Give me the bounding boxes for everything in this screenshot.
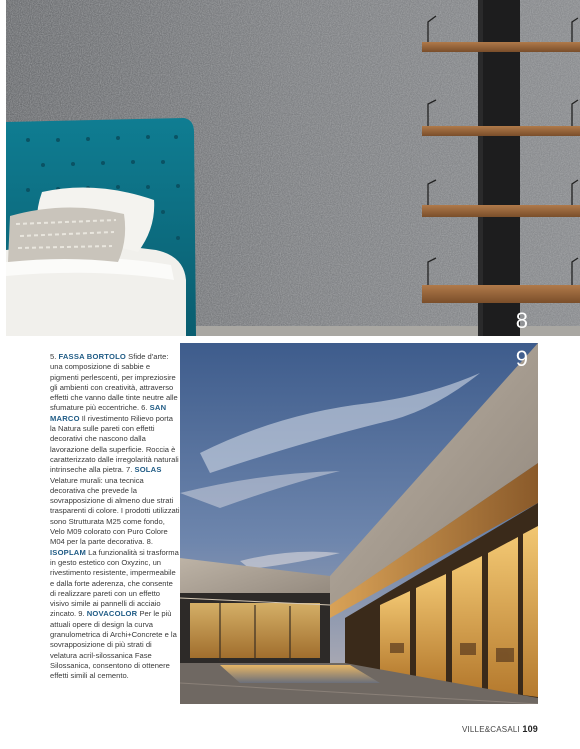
concrete-house-photo — [180, 343, 538, 704]
item-description: Per le più attuali opere di design la curva granulometrica di Archi+Concrete e la sovrapposizione di più strati di velatura acril-silossanica Fase Silossanica, consentono di ottenere effetti simili al cemento. — [50, 609, 177, 681]
bedroom-wall-photo — [6, 0, 580, 336]
brand-name: SAN MARCO — [50, 403, 167, 423]
article-paragraph — [50, 352, 180, 682]
item-description: Il rivestimento Rilievo porta la Natura sulle pareti con effetti decorativi che nascono dalla lavorazione della superficie. Roccia è caratterizzato dalle irregolarità naturali intrinseche alla pietra. — [50, 413, 179, 475]
photo-number-8: 8 — [515, 308, 528, 333]
item-number: 5. — [50, 352, 59, 361]
article-text — [50, 352, 180, 682]
item-number: 7. — [125, 465, 135, 475]
item-number: 8. — [146, 537, 154, 547]
page-number: 109 — [522, 724, 538, 734]
item-number: 9. — [78, 609, 87, 619]
item-description: Velature murali: una tecnica decorativa che prevede la sovrapposizione di almeno due strati trasparenti di colore. I prodotti utilizzati sono Strutturata M25 come fondo, Velo M09 colorato con Puro Colore M04 per la parte decorativa. — [50, 475, 180, 547]
item-description: La funzionalità si trasforma in gesto estetico con Oxyzinc, un rivestimento resistente, impermeabile e dalla forte aderenza, che consente di realizzare pareti con un effetto visivo simile ai pannelli di acciaio zincato. — [50, 547, 179, 619]
magazine-name: VILLE&CASALI — [461, 725, 520, 734]
page-footer — [462, 724, 538, 734]
brand-name: ISOPLAM — [50, 547, 86, 557]
brand-name: SOLAS — [134, 465, 162, 475]
item-description: Sfide d'arte: una composizione di sabbie e pigmenti perlescenti, per impreziosire gli ambienti con creatività, attraverso effetti che vanno dalle tinte neutre alle sfumature più eccentriche. — [50, 352, 178, 413]
brand-name: FASSA BORTOLO — [58, 352, 127, 361]
photo-number-9: 9 — [515, 346, 528, 371]
brand-name: NOVACOLOR — [86, 609, 138, 619]
item-number: 6. — [141, 403, 150, 413]
